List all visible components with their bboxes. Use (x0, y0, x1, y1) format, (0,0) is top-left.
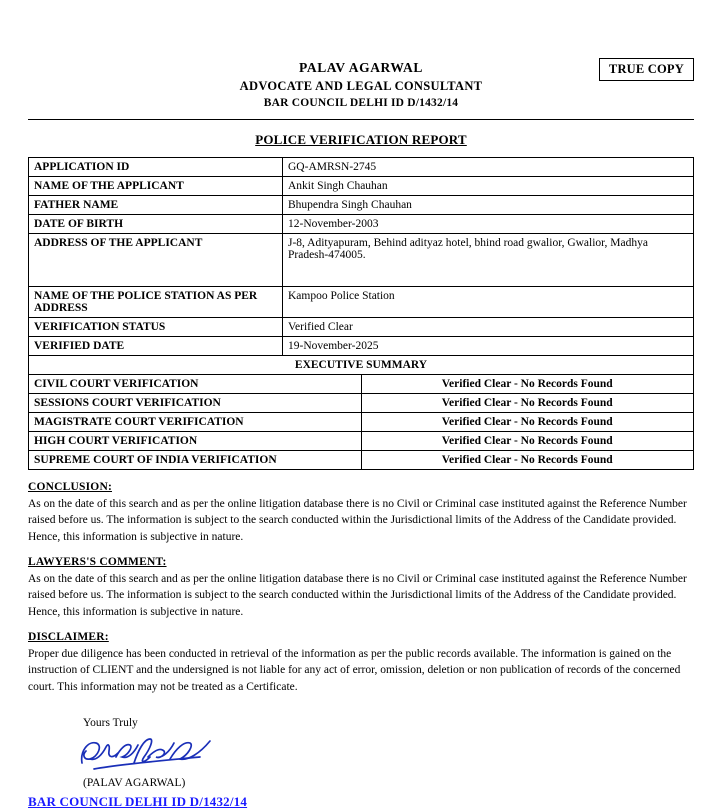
detail-label: NAME OF THE POLICE STATION AS PER ADDRESS (29, 287, 283, 318)
detail-label: DATE OF BIRTH (29, 215, 283, 234)
summary-value: Verified Clear - No Records Found (361, 432, 694, 451)
disclaimer-body: Proper due diligence has been conducted in retrieval of the information as per the public records available. The information is gained on the instruction of CLIENT and the undersigned is not liable for any act of error, omission, deletion or non publication of records of the concerned court. This information may not be treated as a Certificate. (28, 647, 681, 693)
executive-summary-table (28, 355, 694, 470)
lawyers-comment-section (28, 556, 694, 620)
advocate-designation: ADVOCATE AND LEGAL CONSULTANT (239, 79, 483, 93)
page-title: POLICE VERIFICATION REPORT (255, 132, 467, 147)
letterhead (28, 0, 694, 109)
yours-truly-text: Yours Truly (83, 716, 138, 729)
header-divider (28, 119, 694, 120)
summary-value: Verified Clear - No Records Found (361, 375, 694, 394)
summary-label: SUPREME COURT OF INDIA VERIFICATION (29, 451, 362, 470)
advocate-bar-id: BAR COUNCIL DELHI ID D/1432/14 (263, 97, 459, 109)
summary-label: CIVIL COURT VERIFICATION (29, 375, 362, 394)
applicant-details-table (28, 157, 694, 356)
table-row (29, 215, 694, 234)
table-row (29, 318, 694, 337)
disclaimer-section (28, 631, 694, 695)
lawyers-comment-body: As on the date of this search and as per the online litigation database there is no Civil or Criminal case instituted against the Reference Number raised before us. The information is subject to the search conducted within the Jurisdictional limits of the Address of the Candidate provided. Hence, this information is subjective in nature. (28, 572, 687, 618)
detail-label: ADDRESS OF THE APPLICANT (29, 234, 283, 287)
table-row (29, 337, 694, 356)
detail-value: Verified Clear (283, 318, 694, 337)
disclaimer-title: DISCLAIMER: (28, 630, 109, 643)
table-row (29, 234, 694, 287)
summary-value: Verified Clear - No Records Found (361, 394, 694, 413)
conclusion-body: As on the date of this search and as per the online litigation database there is no Civil or Criminal case instituted against the Reference Number raised before us. The information is subject to the search conducted within the Jurisdictional limits of the Address of the Candidate provided. Hence, this information is subjective in nature. (28, 498, 687, 543)
table-row (29, 287, 694, 318)
lawyers-comment-title: LAWYERS'S COMMENT: (28, 555, 167, 568)
summary-value: Verified Clear - No Records Found (361, 451, 694, 470)
detail-value: 19-November-2025 (283, 337, 694, 356)
detail-label: VERIFIED DATE (29, 337, 283, 356)
signatory-name: (PALAV AGARWAL) (83, 776, 186, 789)
table-row (29, 451, 694, 470)
detail-value: 12-November-2003 (283, 215, 694, 234)
summary-label: SESSIONS COURT VERIFICATION (29, 394, 362, 413)
summary-value: Verified Clear - No Records Found (361, 413, 694, 432)
detail-value: GQ-AMRSN-2745 (283, 158, 694, 177)
detail-label: VERIFICATION STATUS (29, 318, 283, 337)
detail-value: Bhupendra Singh Chauhan (283, 196, 694, 215)
signature-image (28, 733, 694, 777)
summary-label: MAGISTRATE COURT VERIFICATION (29, 413, 362, 432)
detail-label: NAME OF THE APPLICANT (29, 177, 283, 196)
table-row (29, 375, 694, 394)
summary-label: HIGH COURT VERIFICATION (29, 432, 362, 451)
detail-value: Ankit Singh Chauhan (283, 177, 694, 196)
handwritten-signature-icon (76, 733, 226, 777)
table-row (29, 356, 694, 375)
table-row (29, 158, 694, 177)
conclusion-title: CONCLUSION: (28, 481, 112, 493)
table-row (29, 394, 694, 413)
table-row (29, 413, 694, 432)
conclusion-section (28, 481, 694, 545)
table-row (29, 177, 694, 196)
true-copy-stamp: TRUE COPY (599, 58, 694, 81)
detail-value: Kampoo Police Station (283, 287, 694, 318)
advocate-name: PALAV AGARWAL (299, 60, 423, 75)
table-row (29, 432, 694, 451)
footer-bar-id: BAR COUNCIL DELHI ID D/1432/14 (28, 793, 248, 809)
detail-label: FATHER NAME (29, 196, 283, 215)
detail-value: J-8, Adityapuram, Behind adityaz hotel, bhind road gwalior, Gwalior, Madhya Pradesh-474005. (283, 234, 694, 287)
detail-label: APPLICATION ID (29, 158, 283, 177)
executive-summary-heading: EXECUTIVE SUMMARY (29, 356, 694, 375)
table-row (29, 196, 694, 215)
